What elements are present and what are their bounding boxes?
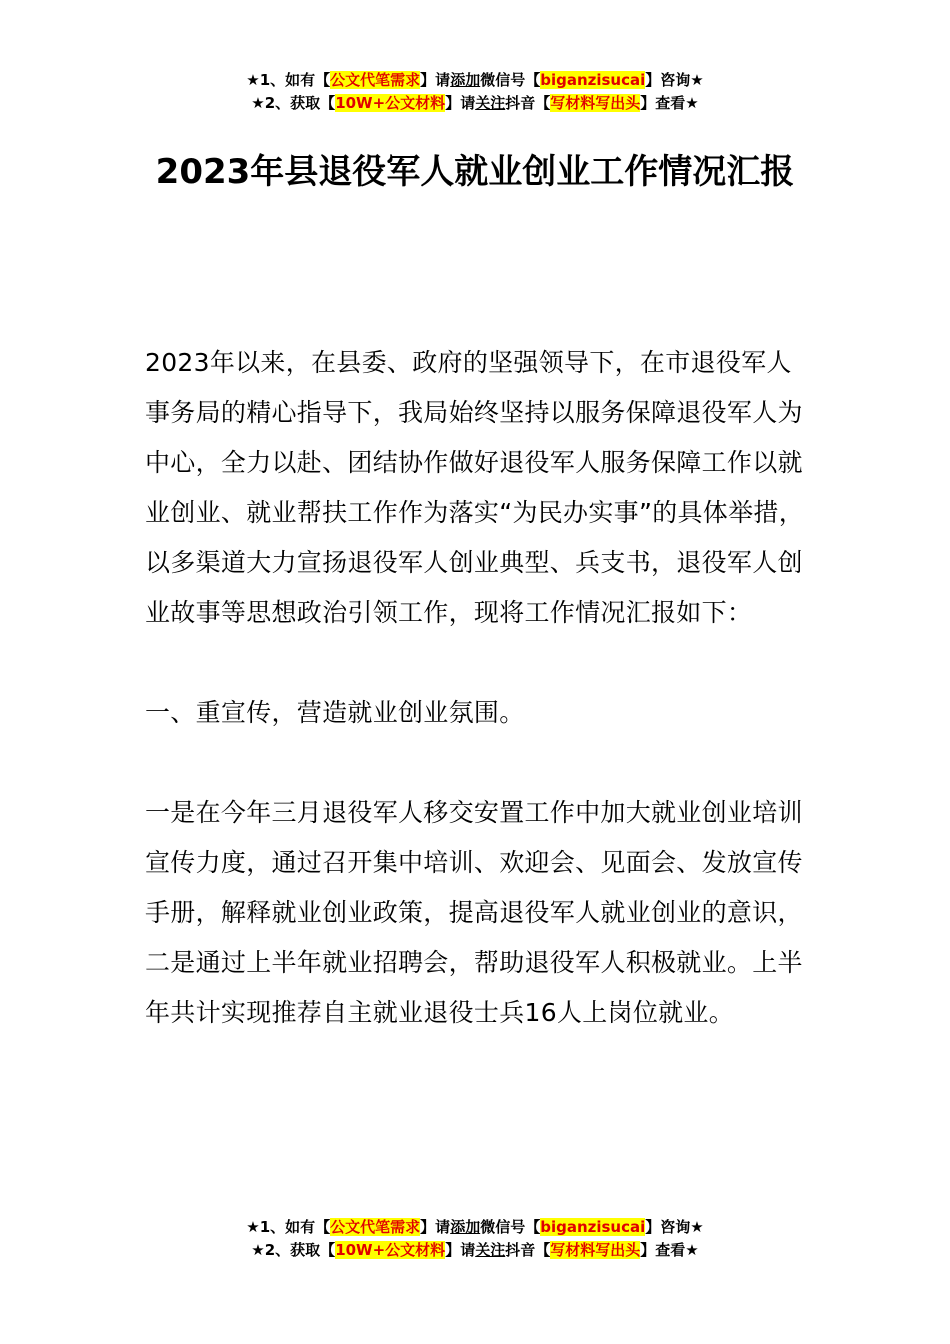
banner-highlight: biganzisucai bbox=[540, 71, 646, 89]
banner-text: 】咨询★ bbox=[645, 71, 704, 89]
banner-highlight: 公文代笔需求 bbox=[330, 71, 421, 89]
banner-underline: 添加 bbox=[450, 71, 481, 89]
banner-text: 抖音【 bbox=[505, 1241, 551, 1259]
banner-text: 抖音【 bbox=[505, 94, 551, 112]
paragraph-intro: 2023年以来，在县委、政府的坚强领导下，在市退役军人事务局的精心指导下，我局始终坚持以服务保障退役军人为中心，全力以赴、团结协作做好退役军人服务保障工作以就业创业、就业帮扶工作作为落实“为民办实事”的具体举措，以多渠道大力宣扬退役军人创业典型、兵支书，退役军人创业故事等思想政治引领工作，现将工作情况汇报如下： bbox=[145, 348, 805, 627]
banner-line-1 bbox=[0, 1216, 950, 1239]
document-body bbox=[145, 338, 810, 1088]
banner-text: 】咨询★ bbox=[645, 1218, 704, 1236]
banner-text: ★2、获取【 bbox=[251, 1241, 336, 1259]
paragraph-section-1: 一是在今年三月退役军人移交安置工作中加大就业创业培训宣传力度，通过召开集中培训、欢迎会、见面会、发放宣传手册，解释就业创业政策，提高退役军人就业创业的意识，二是通过上半年就业招聘会，帮助退役军人积极就业。上半年共计实现推荐自主就业退役士兵16人上岗位就业。 bbox=[145, 798, 803, 1027]
banner-highlight: 写材料写出头 bbox=[550, 94, 641, 112]
banner-underline: 关注 bbox=[475, 94, 506, 112]
banner-highlight: 公文代笔需求 bbox=[330, 1218, 421, 1236]
section-heading: 一、重宣传，营造就业创业氛围。 bbox=[145, 698, 525, 727]
banner-highlight: biganzisucai bbox=[540, 1218, 646, 1236]
banner-text: ★1、如有【 bbox=[246, 71, 331, 89]
banner-text: 】请 bbox=[420, 1218, 451, 1236]
banner-text: 】请 bbox=[420, 71, 451, 89]
banner-highlight: 10W+公文材料 bbox=[335, 1241, 446, 1259]
banner-line-1 bbox=[0, 69, 950, 92]
banner-text: 】请 bbox=[445, 1241, 476, 1259]
banner-text: 微信号【 bbox=[480, 71, 541, 89]
banner-underline: 添加 bbox=[450, 1218, 481, 1236]
footer-banner bbox=[0, 1216, 950, 1262]
banner-text: ★2、获取【 bbox=[251, 94, 336, 112]
banner-line-2 bbox=[0, 92, 950, 115]
banner-text: 】请 bbox=[445, 94, 476, 112]
banner-highlight: 10W+公文材料 bbox=[335, 94, 446, 112]
banner-text: ★1、如有【 bbox=[246, 1218, 331, 1236]
banner-line-2 bbox=[0, 1239, 950, 1262]
banner-highlight: 写材料写出头 bbox=[550, 1241, 641, 1259]
banner-text: 微信号【 bbox=[480, 1218, 541, 1236]
banner-text: 】查看★ bbox=[640, 94, 699, 112]
document-title: 2023年县退役军人就业创业工作情况汇报 bbox=[155, 152, 795, 192]
header-banner bbox=[0, 69, 950, 115]
banner-underline: 关注 bbox=[475, 1241, 506, 1259]
banner-text: 】查看★ bbox=[640, 1241, 699, 1259]
